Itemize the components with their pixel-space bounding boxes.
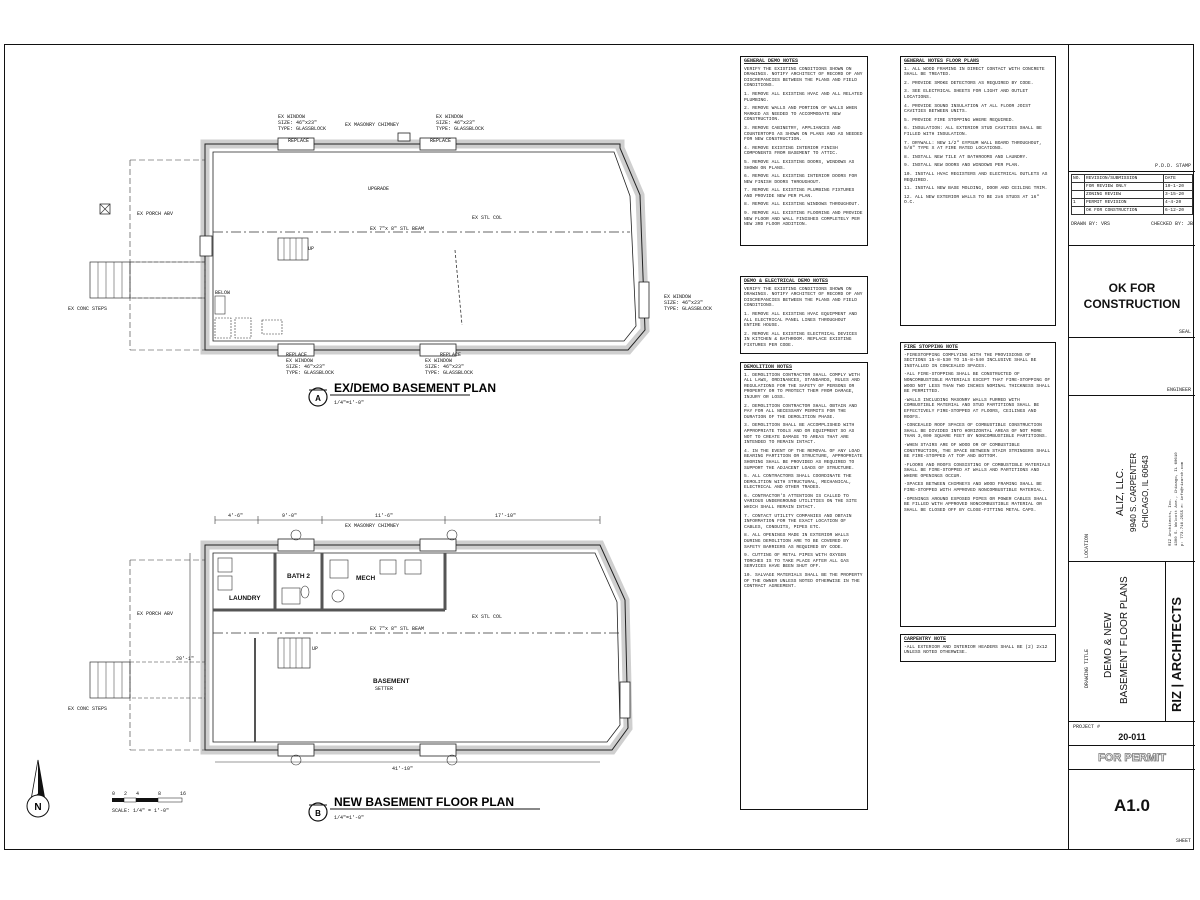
sheet-caption: SHEET bbox=[1175, 838, 1191, 844]
note-item: -SPACES BETWEEN CHIMNEYS AND WOOD FRAMING SHALL BE FIRE-STOPPED WITH APPROVED NONCOMBUSTIBLE MATERIAL. bbox=[904, 482, 1045, 494]
firm-line-1: RIZ Architects, Inc. bbox=[1169, 497, 1173, 546]
plan-b-title-group bbox=[309, 795, 540, 821]
plan-b-beam-label: EX 7"x 8" STL BEAM bbox=[370, 626, 425, 632]
plan-a-walls bbox=[90, 133, 649, 356]
note-item: 4. PROVIDE SOUND INSULATION AT ALL FLOOR JOIST CAVITIES BETWEEN UNITS. bbox=[904, 103, 1031, 115]
plan-b-title: NEW BASEMENT FLOOR PLAN bbox=[334, 795, 514, 809]
plan-b-basement-sub: SETTER bbox=[375, 686, 394, 692]
plan-a-letter: A bbox=[315, 394, 321, 403]
plan-a-replace-bl: REPLACE bbox=[286, 352, 308, 358]
plan-a-window-bl-type: TYPE: GLASSBLOCK bbox=[286, 370, 335, 376]
note-item: 6. REMOVE ALL EXISTING INTERIOR DOORS FOR NEW FINISH DOORS THROUGHOUT. bbox=[744, 174, 858, 185]
rev-no: 1 bbox=[1072, 199, 1085, 207]
seal-caption: SEAL bbox=[1178, 329, 1191, 335]
drawn-by: DRAWN BY: VRS bbox=[1071, 221, 1111, 227]
scale-tick-1: 2 bbox=[124, 791, 128, 797]
plan-a-up-label: UP bbox=[308, 246, 315, 252]
plan-b-ext-stairs-label: EX CONC STEPS bbox=[68, 706, 108, 712]
sheet-number: A1.0 bbox=[1114, 796, 1150, 815]
engineer-caption: ENGINEER bbox=[1166, 387, 1191, 393]
electrical-demo-notes bbox=[740, 276, 868, 354]
rev-desc: ZONING REVIEW bbox=[1085, 191, 1164, 199]
note-item: 10. SALVAGE MATERIALS SHALL BE THE PROPERTY OF THE OWNER UNLESS NOTED OTHERWISE IN THE CONTRACT AGREEMENT. bbox=[744, 573, 863, 590]
north-letter: N bbox=[34, 802, 42, 813]
drawing-title-area bbox=[1069, 562, 1195, 722]
electrical-demo-notes-title: DEMO & ELECTRICAL DEMO NOTES bbox=[744, 278, 829, 284]
title-block bbox=[1068, 44, 1194, 850]
drawing-title-caption bbox=[1075, 649, 1093, 688]
note-item: 1. ALL WOOD FRAMING IN DIRECT CONTACT WITH CONCRETE SHALL BE TREATED. bbox=[904, 66, 1045, 78]
note-item: 6. INSULATION: ALL EXTERIOR STUD CAVITIES SHALL BE FILLED WITH INSULATION. bbox=[904, 126, 1042, 137]
general-demo-notes-title: GENERAL DEMO NOTES bbox=[744, 58, 799, 64]
plan-b-chimney-label: EX MASONRY CHIMNEY bbox=[345, 523, 400, 529]
note-item: 6. CONTRACTOR'S ATTENTION IS CALLED TO VARIOUS UNDERGROUND UTILITIES ON THE SITE WHICH SHALL REMAIN INTACT. bbox=[744, 493, 858, 511]
note-item: 1. DEMOLITION CONTRACTOR SHALL COMPLY WITH ALL LAWS, ORDINANCES, STANDARDS, RULES AND REGULATIONS FOR THE SAFETY OF PERSONS OR PROPERTY OR TO PROTECT THEM FROM DAMAGE, INJURY OR LOSS. bbox=[744, 372, 860, 400]
owner-address-2: CHICAGO, IL 60643 bbox=[1141, 455, 1150, 528]
note-item: 2. DEMOLITION CONTRACTOR SHALL OBTAIN AND PAY FOR ALL NECESSARY PERMITS FOR THE DURATION OF THE DEMOLITION PHASE. bbox=[744, 403, 858, 420]
note-item: 2. PROVIDE SMOKE DETECTORS AS REQUIRED BY CODE. bbox=[904, 80, 1034, 86]
plan-a-replace-tl: REPLACE bbox=[288, 138, 310, 144]
revision-row bbox=[1072, 207, 1193, 215]
firm-line-3: p: 773.716.2555 e: info@rizarch.com bbox=[1181, 461, 1185, 546]
rev-no bbox=[1072, 191, 1085, 199]
rev-date: 10-1-20 bbox=[1164, 183, 1193, 191]
project-caption: PROJECT # bbox=[1073, 724, 1101, 730]
drawing-title-caption-text: DRAWING TITLE bbox=[1084, 648, 1090, 688]
plan-b-mech-label: MECH bbox=[356, 575, 376, 582]
drawing-title-2: BASEMENT FLOOR PLANS bbox=[1119, 576, 1130, 704]
scale-label: SCALE: 1/4" = 1'-0" bbox=[112, 808, 170, 814]
note-item: 9. INSTALL NEW DOORS AND WINDOWS PER PLAN. bbox=[904, 163, 1020, 169]
rev-no bbox=[1072, 183, 1085, 191]
note-item: 3. SEE ELECTRICAL SHEETS FOR LIGHT AND OUTLET LOCATIONS. bbox=[904, 89, 1029, 100]
scale-tick-0: 0 bbox=[112, 791, 116, 797]
note-item: -WALLS INCLUDING MASONRY WALLS FURRED WITH COMBUSTIBLE MATERIAL AND STUD PARTITIONS SHALL BE EFFECTIVELY FIRE-STOPPED AT FLOORS, CEILINGS AND ROOFS. bbox=[904, 397, 1040, 420]
note-item: -WHEN STAIRS ARE OF WOOD OR OF COMBUSTIBLE CONSTRUCTION, THE SPACE BETWEEN STAIR STRINGERS SHALL BE FIRE-STOPPED AT TOP AND BOTTOM. bbox=[904, 442, 1051, 460]
note-item: 7. CONTACT UTILITY COMPANIES AND OBTAIN INFORMATION FOR THE EXACT LOCATION OF CABLES, CONDUITS, PIPES ETC. bbox=[744, 513, 852, 530]
plan-a-ext-stairs-label: EX CONC STEPS bbox=[68, 306, 108, 312]
plan-a-window-right-label: EX WINDOW bbox=[664, 294, 692, 300]
drawing-title-1: DEMO & NEW bbox=[1103, 612, 1114, 678]
plan-a-title: EX/DEMO BASEMENT PLAN bbox=[334, 381, 497, 395]
note-item: 9. CUTTING OF METAL PIPES WITH OXYGEN TORCHES IS TO TAKE PLACE AFTER ALL GAS SERVICES HAVE BEEN SHUT OFF. bbox=[744, 553, 849, 570]
plan-b-dim-d: 17'-10" bbox=[495, 513, 517, 519]
rev-date: 4-4-20 bbox=[1164, 199, 1193, 207]
north-arrow bbox=[27, 760, 49, 817]
note-item: -ALL EXTERIOR AND INTERIOR HEADERS SHALL BE (2) 2x12 UNLESS NOTED OTHERWISE. bbox=[904, 644, 1048, 656]
plan-a-window-tr-type: TYPE: GLASSBLOCK bbox=[436, 126, 485, 132]
plan-b-laundry-label: LAUNDRY bbox=[229, 595, 261, 602]
plan-b-scale: 1/4"=1'-0" bbox=[334, 815, 365, 821]
note-item: 1. REMOVE ALL EXISTING HVAC AND ALL RELATED PLUMBING. bbox=[744, 91, 863, 103]
note-item: -ALL FIRE-STOPPING SHALL BE CONSTRUCTED OF NONCOMBUSTIBLE MATERIALS EXCEPT THAT FIRE-STOPPING OF WOOD NOT LESS THAN TWO INCHES NOMINAL THICKNESS SHALL BE PERMITTED. bbox=[904, 372, 1051, 395]
owner-address-1: 9940 S. CARPENTER bbox=[1129, 452, 1138, 532]
for-permit: FOR PERMIT bbox=[1098, 752, 1166, 764]
rev-no bbox=[1072, 207, 1085, 215]
note-item: -FLOORS AND ROOFS CONSISTING OF COMBUSTIBLE MATERIALS SHALL BE FIRE-STOPPED AT WALLS AND PARTITIONS AND WHERE OPENINGS OCCUR. bbox=[904, 462, 1051, 479]
plan-a-porch-label: EX PORCH ABV bbox=[137, 211, 174, 217]
project-number: 20-011 bbox=[1118, 732, 1146, 742]
scale-bar bbox=[112, 791, 186, 814]
revisions-table bbox=[1069, 172, 1195, 246]
note-item: VERIFY THE EXISTING CONDITIONS SHOWN ON DRAWINGS. NOTIFY ARCHITECT OF RECORD OF ANY DISCREPANCIES BETWEEN THE PLANS AND FIELD CONDITIONS. bbox=[744, 66, 863, 89]
carpentry-notes-title: CARPENTRY NOTE bbox=[904, 636, 947, 642]
revision-row bbox=[1072, 199, 1193, 207]
note-item: VERIFY THE EXISTING CONDITIONS SHOWN ON DRAWINGS. NOTIFY ARCHITECT OF RECORD OF ANY DISCREPANCIES BETWEEN THE PLANS AND FIELD CONDITIONS. bbox=[744, 286, 863, 309]
general-floor-notes-title: GENERAL NOTES FLOOR PLANS bbox=[904, 58, 980, 64]
demolition-notes bbox=[740, 362, 868, 810]
fire-stopping-notes-title: FIRE STOPPING NOTE bbox=[904, 344, 959, 350]
plan-a-below-label: BELOW bbox=[215, 290, 231, 296]
owner-name: ALIZ, LLC. bbox=[1115, 468, 1126, 516]
note-item: 3. DEMOLITION SHALL BE ACCOMPLISHED WITH APPROPRIATE TOOLS AND OR EQUIPMENT SO AS NOT TO CREATE DAMAGE TO AREAS THAT ARE INTENDED TO REMAIN INTACT. bbox=[744, 423, 855, 446]
plan-a-replace-tr: REPLACE bbox=[430, 138, 452, 144]
revisions-header-row bbox=[1072, 175, 1193, 183]
note-item: -FIRESTOPPING COMPLYING WITH THE PROVISIONS OF SECTIONS 15-8-530 TO 15-8-540 INCLUSIVE SHALL BE INSTALLED IN CONCEALED SPACES. bbox=[904, 352, 1037, 369]
plan-b-letter: B bbox=[315, 809, 321, 818]
note-item: 2. REMOVE WALLS AND PORTION OF WALLS WHEN MARKED AS NEEDED TO ACCOMMODATE NEW CONSTRUCTION. bbox=[744, 106, 858, 123]
plan-a-stl-col-label: EX STL COL bbox=[472, 215, 503, 221]
divider bbox=[1165, 562, 1166, 722]
note-item: 3. REMOVE CABINETRY, APPLIANCES AND COUNTERTOPS AS SHOWN ON PLANS AND AS NEEDED FOR NEW CONSTRUCTION. bbox=[744, 125, 863, 143]
rev-date: 3-15-20 bbox=[1164, 191, 1193, 199]
plan-b-stl-col-label: EX STL COL bbox=[472, 614, 503, 620]
note-item: 7. REMOVE ALL EXISTING PLUMBING FIXTURES AND PROVIDE NEW PER PLAN. bbox=[744, 188, 855, 199]
plan-b-porch-label: EX PORCH ABV bbox=[137, 611, 174, 617]
plan-a-window-br-type: TYPE: GLASSBLOCK bbox=[425, 370, 474, 376]
note-item: 5. REMOVE ALL EXISTING DOORS, WINDOWS AS SHOWN ON PLANS. bbox=[744, 159, 855, 171]
rev-header-desc: REVISION/SUBMISSION bbox=[1085, 175, 1164, 183]
revision-row bbox=[1072, 191, 1193, 199]
for-permit-area bbox=[1069, 746, 1195, 770]
note-item: 10. INSTALL HVAC REGISTERS AND ELECTRICAL OUTLETS AS REQUIRED. bbox=[904, 171, 1048, 183]
plan-b-dim-total: 41'-10" bbox=[392, 766, 414, 772]
fire-stopping-notes bbox=[900, 342, 1056, 627]
plan-b-dim-c: 11'-6" bbox=[375, 513, 394, 519]
scale-tick-4: 16 bbox=[180, 791, 187, 797]
scale-tick-2: 4 bbox=[136, 791, 140, 797]
plan-b-basement-label: BASEMENT bbox=[373, 678, 410, 685]
rev-desc: OK FOR CONSTRUCTION bbox=[1085, 207, 1164, 215]
demolition-notes-title: DEMOLITION NOTES bbox=[744, 364, 793, 370]
rev-desc: PERMIT REVISION bbox=[1085, 199, 1164, 207]
plan-b-dim-a: 4'-6" bbox=[228, 513, 244, 519]
plan-a-replace-br: REPLACE bbox=[440, 352, 462, 358]
plan-b-dim-side: 20'-1" bbox=[176, 656, 195, 662]
rev-date: 6-12-20 bbox=[1164, 207, 1193, 215]
location-caption bbox=[1075, 534, 1093, 558]
scale-tick-3: 8 bbox=[158, 791, 162, 797]
plan-a-window-tr-size: SIZE: 46"x23" bbox=[436, 120, 476, 126]
plan-a-window-br-label: EX WINDOW bbox=[425, 358, 453, 364]
plan-a-window-tr-label: EX WINDOW bbox=[436, 114, 464, 120]
note-item: 7. DRYWALL: NEW 1/2" GYPSUM WALL BOARD THROUGHOUT, 5/8" TYPE X AT FIRE RATED LOCATIONS. bbox=[904, 140, 1042, 152]
firm-logo: RIZ | ARCHITECTS bbox=[1169, 596, 1184, 712]
plan-b-up-label: UP bbox=[312, 646, 319, 652]
revision-row bbox=[1072, 183, 1193, 191]
note-item: 8. INSTALL NEW TILE AT BATHROOMS AND LAUNDRY. bbox=[904, 154, 1029, 160]
note-item: 8. ALL OPENINGS MADE IN EXTERIOR WALLS DURING DEMOLITION ARE TO BE COVERED BY SAFETY BARRIERS AS REQUIRED BY CODE. bbox=[744, 533, 849, 550]
note-item: -CONCEALED ROOF SPACES OF COMBUSTIBLE CONSTRUCTION SHALL BE DIVIDED INTO HORIZONTAL AREAS OF NOT MORE THAN 3,000 SQUARE FEET BY NONCOMBUSTIBLE PARTITIONS. bbox=[904, 423, 1048, 440]
note-item: 9. REMOVE ALL EXISTING FLOORING AND PROVIDE NEW FLOOR AND WALL FINISHES COMPLETELY PER NEW 3RD FLOOR ADDITION. bbox=[744, 211, 863, 228]
location-area bbox=[1069, 396, 1195, 562]
plan-a-window-right-size: SIZE: 46"x23" bbox=[664, 300, 704, 306]
note-item: -OPENINGS AROUND EXPOSED PIPES OR POWER CABLES SHALL BE FILLED WITH APPROVED NONCOMBUSTIBLE MATERIAL OR SHALL BE CLOSED OFF BY CLOSE-FITTING METAL CAPS. bbox=[904, 496, 1048, 513]
plan-b-bath-label: BATH 2 bbox=[287, 573, 310, 580]
plan-a-title-group bbox=[309, 381, 496, 406]
general-floor-notes bbox=[900, 56, 1056, 326]
rev-header-no: NO. bbox=[1072, 175, 1085, 183]
plan-a-window-right-type: TYPE: GLASSBLOCK bbox=[664, 306, 713, 312]
plan-a-window-bl-size: SIZE: 46"x23" bbox=[286, 364, 326, 370]
seal-area bbox=[1069, 246, 1195, 338]
sheet-number-area bbox=[1069, 770, 1195, 848]
note-item: 8. REMOVE ALL EXISTING WINDOWS THROUGHOUT. bbox=[744, 202, 860, 208]
general-demo-notes bbox=[740, 56, 868, 246]
plan-a-scale: 1/4"=1'-0" bbox=[334, 400, 365, 406]
stamp-caption: P.D.D. STAMP bbox=[1154, 163, 1191, 169]
firm-line-2: 1300 S. Wolcott Ave., Chicago, IL 60610 bbox=[1175, 452, 1179, 546]
plan-a-window-tl-type: TYPE: GLASSBLOCK bbox=[278, 126, 327, 132]
rev-desc: FOR REVIEW ONLY bbox=[1085, 183, 1164, 191]
project-number-area bbox=[1069, 722, 1195, 746]
plan-a-beam-label: EX 7"x 8" STL BEAM bbox=[370, 226, 425, 232]
carpentry-notes bbox=[900, 634, 1056, 662]
checked-by: CHECKED BY: JB bbox=[1150, 221, 1193, 227]
plan-a-window-br-size: SIZE: 46"x23" bbox=[425, 364, 465, 370]
note-item: 5. ALL CONTRACTORS SHALL COORDINATE THE DEMOLITION WITH STRUCTURAL, MECHANICAL, ELECTRICAL AND OTHER TRADES. bbox=[744, 474, 852, 491]
note-item: 2. REMOVE ALL EXISTING ELECTRICAL DEVICES IN KITCHEN & BATHROOM. REPLACE EXISTING FIXTURES PER CODE. bbox=[744, 331, 858, 348]
plan-b-walls bbox=[90, 516, 630, 765]
plan-a-window-tl-size: SIZE: 46"x23" bbox=[278, 120, 318, 126]
location-caption-text: LOCATION bbox=[1084, 533, 1090, 558]
note-item: 5. PROVIDE FIRE STOPPING WHERE REQUIRED. bbox=[904, 117, 1015, 123]
stamp-area bbox=[1069, 44, 1195, 172]
note-item: 11. INSTALL NEW BASE MOLDING, DOOR AND CEILING TRIM. bbox=[904, 186, 1048, 192]
note-item: 4. REMOVE EXISTING INTERIOR FINISH COMPONENTS FROM BASEMENT TO ATTIC. bbox=[744, 145, 838, 157]
ok-for-construction: OK FOR CONSTRUCTION bbox=[1083, 281, 1181, 311]
note-item: 12. ALL NEW EXTERIOR WALLS TO BE 2x6 STUDS AT 16" O.C. bbox=[904, 194, 1040, 206]
plan-a-window-bl-label: EX WINDOW bbox=[286, 358, 314, 364]
plan-a-chimney-label: EX MASONRY CHIMNEY bbox=[345, 122, 400, 128]
plan-a-upgrade-label: UPGRADE bbox=[368, 186, 390, 192]
rev-header-date: DATE bbox=[1164, 175, 1193, 183]
note-item: 1. REMOVE ALL EXISTING HVAC EQUIPMENT AND ALL ELECTRICAL PANEL LINES THROUGHOUT ENTIRE HOUSE. bbox=[744, 311, 858, 329]
plan-b-dim-b: 9'-0" bbox=[282, 513, 298, 519]
plan-a-window-tl-label: EX WINDOW bbox=[278, 114, 306, 120]
note-item: 4. IN THE EVENT OF THE REMOVAL OF ANY LOAD BEARING PARTITION OR STRUCTURE, APPROPRIATE SHORING SHALL BE PROVIDED AS REQUIRED TO SUPPORT THE ADJACENT LOADS OF STRUCTURE. bbox=[744, 448, 863, 471]
engineer-area bbox=[1069, 338, 1195, 396]
